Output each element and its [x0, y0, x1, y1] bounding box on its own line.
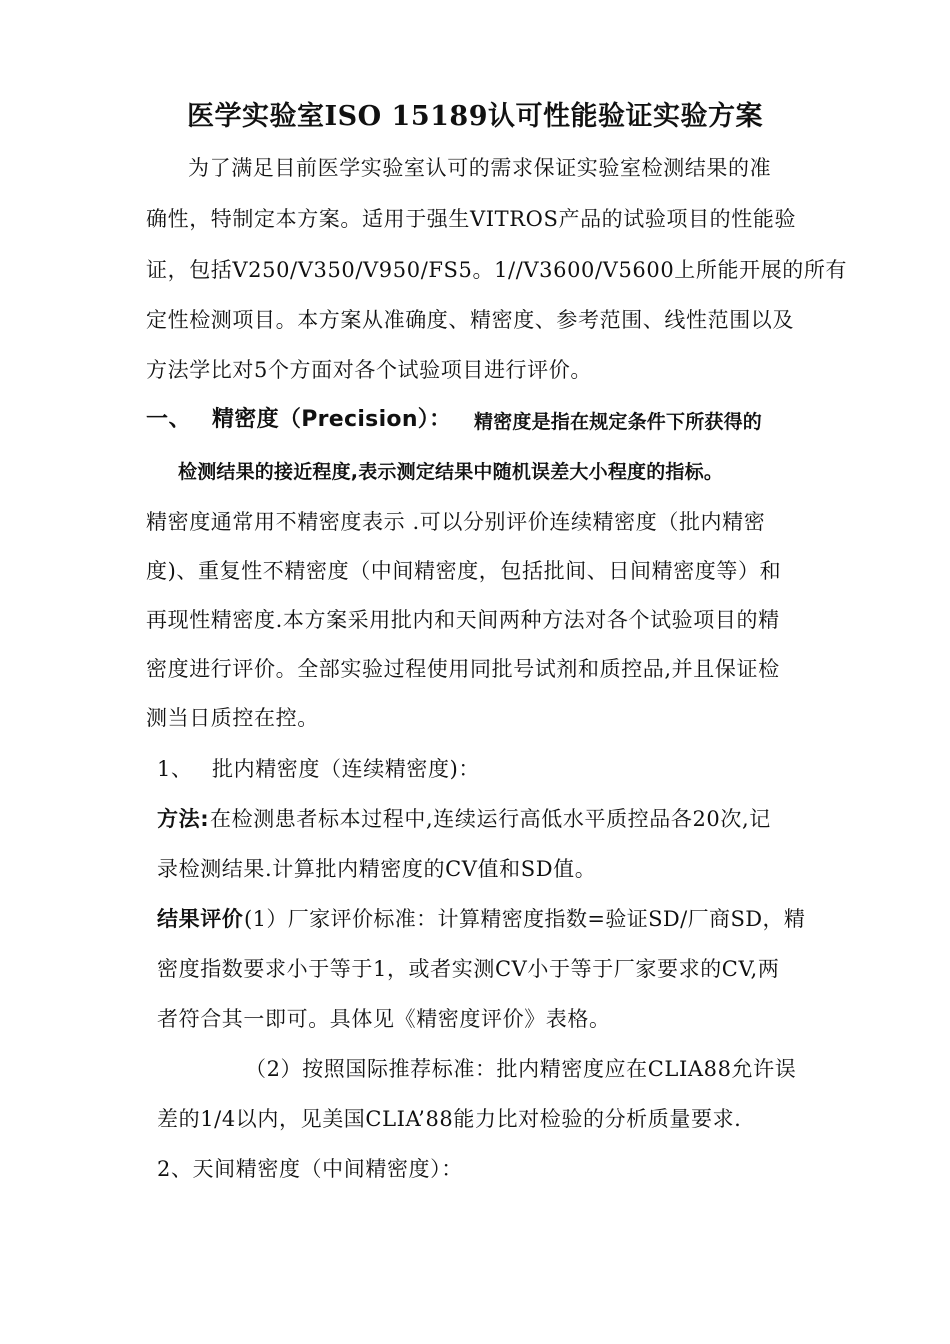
result-line-1: (1）厂家评价标准：计算精密度指数=验证SD/厂商SD，精 — [244, 907, 806, 931]
intro-line-3: 证，包括V250/V350/V950/FS5。1//V3600/V5600上所能开展的所有 — [146, 258, 848, 282]
intro-line-4: 定性检测项目。本方案从准确度、精密度、参考范围、线性范围以及 — [146, 308, 794, 332]
subsection-1-heading: 批内精密度（连续精密度)： — [212, 757, 480, 781]
section-1-number: 一、 — [146, 407, 192, 432]
section-1-body-3: 再现性精密度.本方案采用批内和天间两种方法对各个试验项目的精 — [146, 608, 780, 632]
result-line-5: 差的1/4以内，见美国CLIA’88能力比对检验的分析质量要求. — [157, 1107, 742, 1131]
result-line-3: 者符合其一即可。具体见《精密度评价》表格。 — [157, 1007, 611, 1031]
method-line-2: 录检测结果.计算批内精密度的CV值和SD值。 — [157, 857, 597, 881]
section-1-definition-1: 精密度是指在规定条件下所获得的 — [474, 411, 763, 433]
intro-line-2: 确性，特制定本方案。适用于强生VITROS产品的试验项目的性能验 — [146, 207, 797, 231]
intro-line-1: 为了满足目前医学实验室认可的需求保证实验室检测结果的准 — [188, 156, 772, 180]
section-1-heading: 精密度（Precision）： — [212, 407, 452, 432]
result-label: 结果评价 — [157, 907, 244, 931]
section-1-body-2: 度)、重复性不精密度（中间精密度，包括批间、日间精密度等）和 — [146, 559, 782, 583]
section-1-body-5: 测当日质控在控。 — [146, 706, 319, 730]
subsection-1-number: 1、 — [157, 757, 193, 781]
section-1-body-4: 密度进行评价。全部实验过程使用同批号试剂和质控品,并且保证检 — [146, 657, 780, 681]
result-line-2: 密度指数要求小于等于1，或者实测CV小于等于厂家要求的CV,两 — [157, 957, 780, 981]
method-label: 方法: — [157, 807, 210, 831]
section-1-body-1: 精密度通常用不精密度表示 .可以分别评价连续精密度（批内精密 — [146, 510, 766, 534]
result-line-4: （2）按照国际推荐标准：批内精密度应在CLIA88允许误 — [245, 1057, 797, 1081]
intro-line-5: 方法学比对5个方面对各个试验项目进行评价。 — [146, 358, 592, 382]
document-title: 医学实验室ISO 15189认可性能验证实验方案 — [187, 101, 763, 132]
section-1-definition-2: 检测结果的接近程度,表示测定结果中随机误差大小程度的指标。 — [178, 461, 724, 483]
method-line-1: 在检测患者标本过程中,连续运行高低水平质控品各20次,记 — [210, 807, 771, 831]
subsection-2-heading: 2、天间精密度（中间精密度）： — [157, 1157, 463, 1181]
